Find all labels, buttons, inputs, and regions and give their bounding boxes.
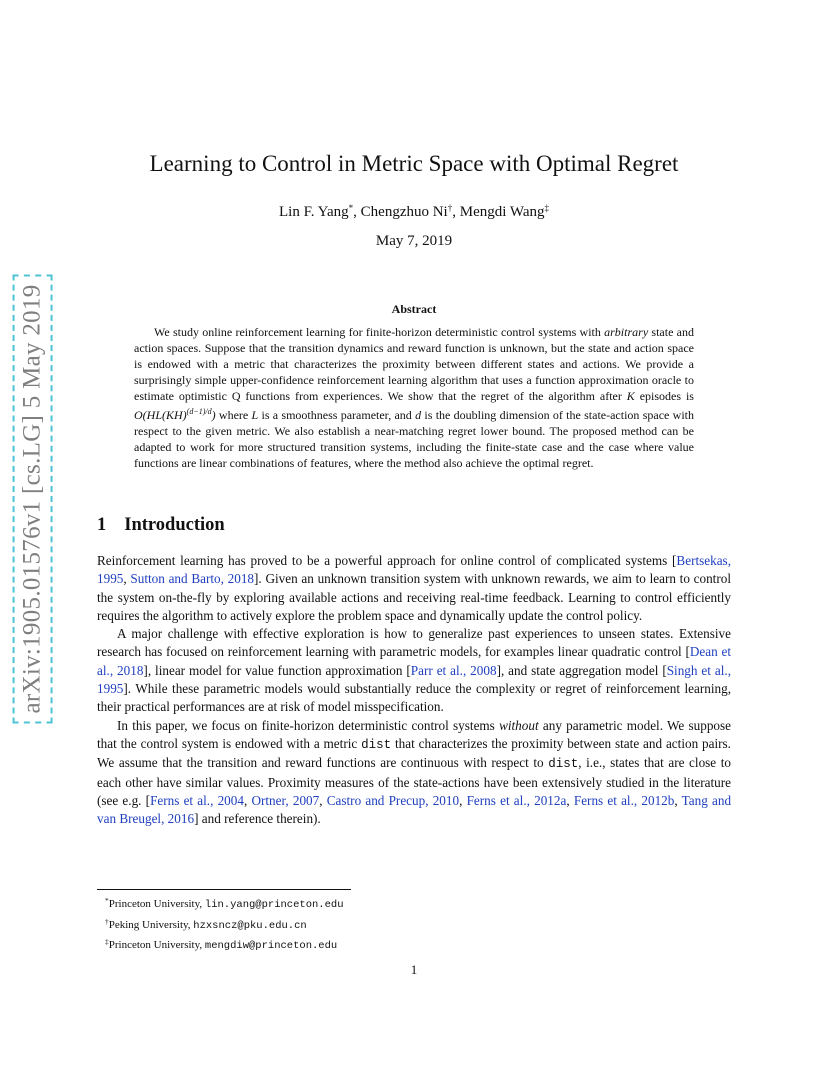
- author-list: Lin F. Yang*, Chengzhuo Ni†, Mengdi Wang‡: [279, 203, 549, 220]
- paragraph: In this paper, we focus on finite-horizon deterministic control systems without any parametric model. We suppose that the control system is endowed with a metric dist that characterizes the proximity between state and action pairs. We assume that the transition and reward functions are continuous with respect to dist, i.e., states that are close to each other have similar values. Proximity measures of the state-actions have been extensively studied in the literature (see e.g. [Ferns et al., 2004, Ortner, 2007, Castro and Precup, 2010, Ferns et al., 2012a, Ferns et al., 2012b, Tang and van Breugel, 2016] and reference therein).: [97, 717, 732, 827]
- citation-link[interactable]: Tang and van Breugel, 2016: [97, 792, 732, 827]
- author-name: Lin F. Yang: [279, 204, 349, 220]
- abstract-body: [134, 324, 694, 471]
- author-footnote-mark[interactable]: *: [348, 203, 354, 213]
- citation-link[interactable]: Ferns et al., 2012b: [573, 792, 675, 808]
- abstract-text: where: [215, 408, 252, 422]
- abstract-text: state and action spaces. Suppose that the transition dynamics and reward function is unknown, but the state and action space is endowed with a metric that characterizes the proximity between different states and actions. We provide a surprisingly simple upper-confidence reinforcement learning algorithm that uses a function approximation oracle to estimate optimistic Q functions from experiences. We show that the regret of the algorithm after: [134, 325, 694, 403]
- regret-bound-formula: O(HL(KH)$^{(d-1)/d}$): [134, 407, 216, 422]
- email-address[interactable]: hzxsncz@pku.edu.cn: [193, 919, 307, 932]
- author-name: Chengzhuo Ni: [360, 204, 448, 220]
- math-variable: L: [251, 408, 259, 422]
- abstract-text: is a smoothness parameter, and: [258, 408, 416, 422]
- abstract-heading: Abstract: [391, 302, 437, 316]
- section-title: Introduction: [124, 515, 225, 535]
- footnote: ‡Princeton University, mengdiw@princeton.edu: [105, 937, 338, 952]
- citation-link[interactable]: Parr et al., 2008: [410, 662, 497, 678]
- citation-link[interactable]: Dean et al., 2018: [97, 644, 732, 678]
- paragraph: Reinforcement learning has proved to be a powerful approach for online control of complicated systems [Bertsekas, 1995, Sutton and Barto, 2018]. Given an unknown transition system with unknown rewards, we aim to learn to control the system on-the-fly by exploring available actions and receiving real-time feedback. Learning to control efficiently requires the algorithm to actively explore the problem space and dynamically update the control policy.: [97, 553, 731, 623]
- abstract-text: is the doubling dimension of the state-action space with respect to the given metric. We also establish a near-matching regret lower bound. The proposed method can be adapted to work for more structured transition systems, including the finite-state case and the case where value functions are linear combinations of features, where the method also achieve the optimal regret.: [134, 408, 694, 470]
- section-heading: [97, 514, 225, 536]
- footnote-divider: [97, 889, 351, 890]
- citation-link[interactable]: Castro and Precup, 2010: [326, 792, 460, 808]
- paragraph: A major challenge with effective exploration is how to generalize past experiences to unseen states. Extensive research has focused on reinforcement learning with parametric models, for examples linear quadratic control [Dean et al., 2018], linear model for value function approximation [Parr et al., 2008], and state aggregation model [Singh et al., 1995]. While these parametric models would substantially reduce the complexity or regret of reinforcement learning, their practical performances are at risk of model misspecification.: [97, 626, 732, 715]
- email-address[interactable]: lin.yang@princeton.edu: [204, 899, 344, 911]
- code-term: dist: [548, 757, 579, 772]
- arxiv-stamp[interactable]: [13, 258, 53, 740]
- footnote-mark: ‡: [105, 937, 109, 946]
- paper-title: Learning to Control in Metric Space with Optimal Regret: [149, 151, 679, 176]
- paper-date: May 7, 2019: [375, 233, 453, 249]
- code-term: dist: [361, 737, 392, 752]
- abstract-text: episodes is: [634, 389, 694, 403]
- abstract-text: We study online reinforcement learning for finite-horizon deterministic control systems with: [154, 325, 605, 339]
- math-variable: K: [626, 389, 635, 403]
- footnote-mark: *: [105, 896, 109, 905]
- emphasis: without: [499, 717, 539, 733]
- section-number: 1: [97, 515, 107, 535]
- page-number: 1: [410, 962, 418, 977]
- introduction-body: [97, 552, 731, 828]
- abstract-emphasis: arbitrary: [604, 325, 649, 339]
- citation-link[interactable]: Ortner, 2007: [251, 792, 320, 808]
- citation-link[interactable]: Singh et al., 1995: [97, 662, 731, 697]
- footnote-mark: †: [105, 916, 109, 926]
- author-footnote-mark[interactable]: †: [447, 203, 453, 213]
- math-variable: d: [415, 408, 422, 422]
- author-footnote-mark[interactable]: ‡: [544, 203, 549, 213]
- author-name: Mengdi Wang: [459, 204, 545, 220]
- footnotes: [97, 893, 697, 955]
- arxiv-identifier[interactable]: arXiv:1905.01576v1 [cs.LG] 5 May 2019: [19, 280, 47, 717]
- citation-link[interactable]: Ferns et al., 2004: [150, 792, 244, 808]
- citation-link[interactable]: Ferns et al., 2012a: [466, 792, 567, 808]
- footnote: *Princeton University, lin.yang@princeton.edu: [105, 896, 344, 911]
- regret-exponent: (d−1)/d: [186, 407, 212, 416]
- footnote: †Peking University, hzxsncz@pku.edu.cn: [105, 916, 307, 932]
- citation-link[interactable]: Sutton and Barto, 2018: [130, 571, 255, 587]
- citation-link[interactable]: Bertsekas, 1995: [97, 553, 731, 587]
- email-address[interactable]: mengdiw@princeton.edu: [204, 940, 338, 952]
